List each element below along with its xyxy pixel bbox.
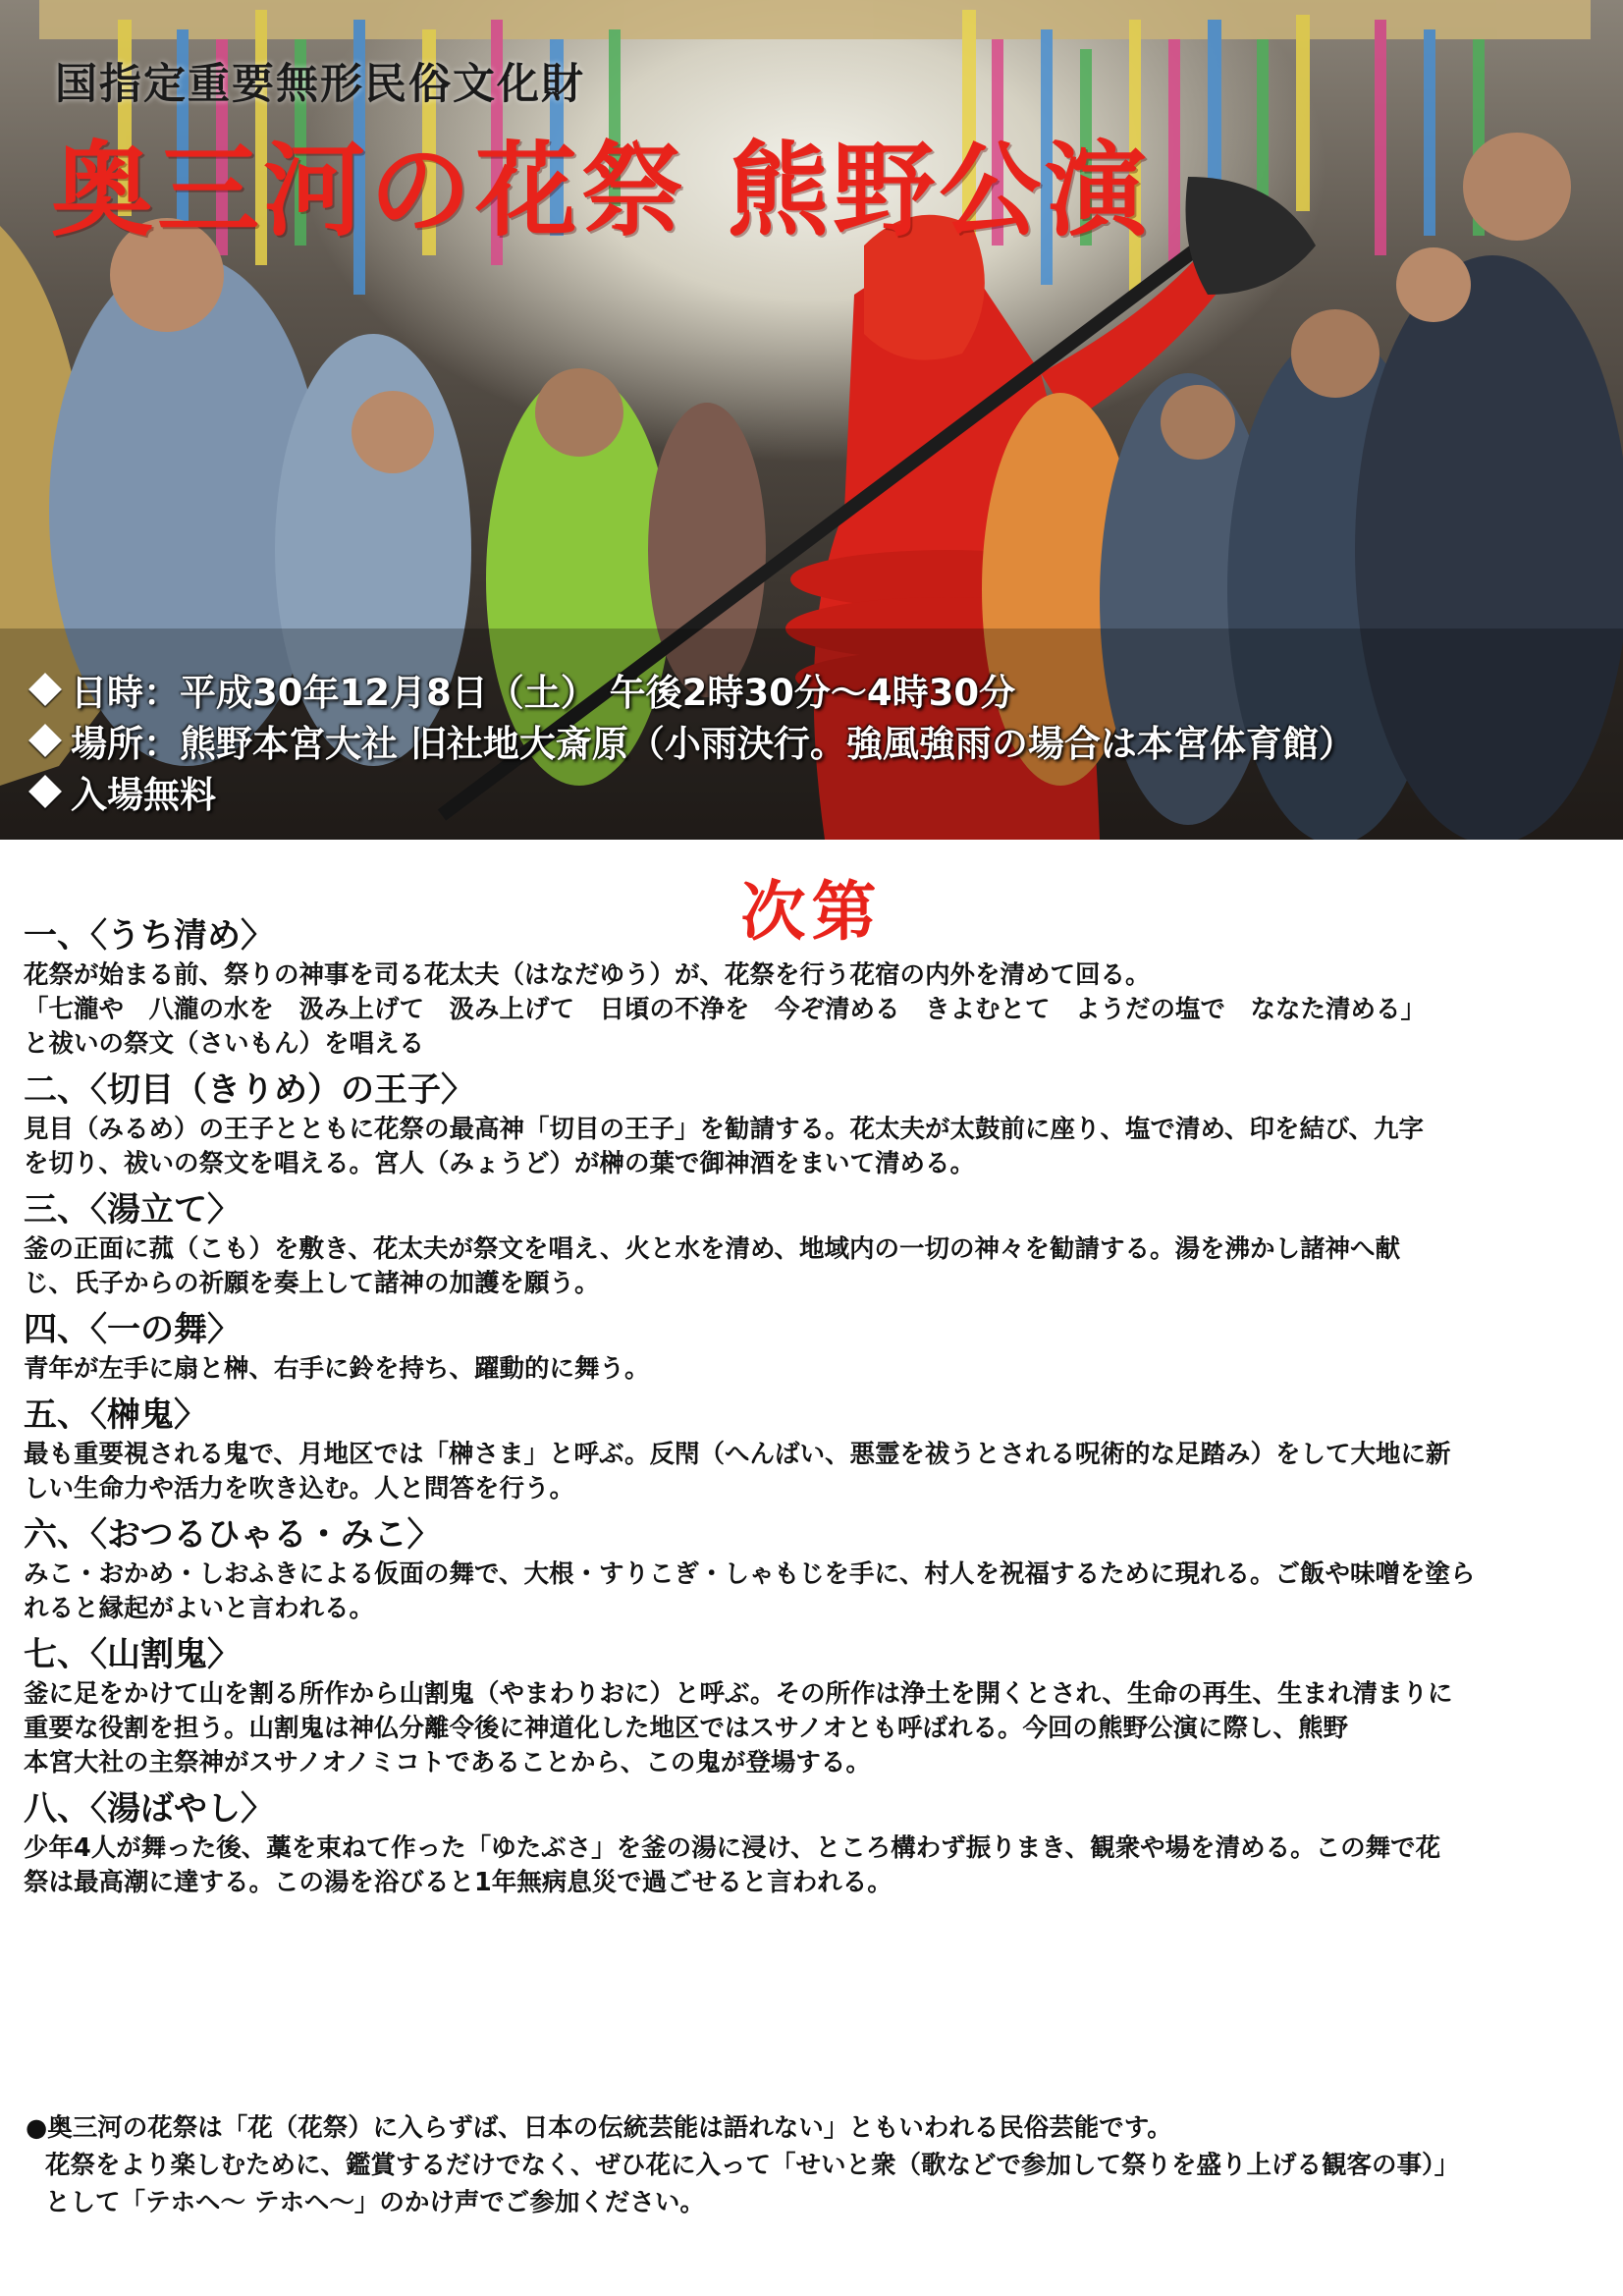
program-item-body bbox=[24, 958, 1599, 1062]
info-admission bbox=[26, 766, 1596, 817]
program-item-line: 祭は最高潮に達する。この湯を浴びると1年無病息災で過ごせると言われる。 bbox=[24, 1868, 893, 1897]
program-item-body bbox=[24, 1558, 1599, 1626]
program-item bbox=[24, 1393, 1599, 1506]
program-item-body bbox=[24, 1232, 1599, 1301]
program-item-heading: 五、〈榊鬼〉 bbox=[24, 1395, 207, 1435]
program-item-line: 重要な役割を担う。山割鬼は神仏分離令後に神道化した地区ではスサノオとも呼ばれる。今回の熊野公演に際し、熊野 bbox=[24, 1714, 1348, 1743]
program-item-body bbox=[24, 1831, 1599, 1900]
program-item-line: じ、氏子からの祈願を奏上して諸神の加護を願う。 bbox=[24, 1269, 600, 1298]
program-item bbox=[24, 1067, 1599, 1181]
program-item bbox=[24, 1307, 1599, 1387]
program-item-line: 青年が左手に扇と榊、右手に鈴を持ち、躍動的に舞う。 bbox=[24, 1354, 650, 1384]
program-title: 次第 bbox=[740, 873, 883, 950]
program-item-heading: 一、〈うち清め〉 bbox=[24, 916, 274, 956]
program-item-line: 釜に足をかけて山を割る所作から山割鬼（やまわりおに）と呼ぶ。その所作は浄土を開くとされ、生命の再生、生まれ清まりに bbox=[24, 1679, 1453, 1709]
program-item-line: みこ・おかめ・しおふきによる仮面の舞で、大根・すりこぎ・しゃもじを手に、村人を祝福するために現れる。ご飯や味噌を塗ら bbox=[24, 1559, 1476, 1589]
note-line: として「テホヘ～ テホヘ～」のかけ声でご参加ください。 bbox=[45, 2188, 705, 2217]
program-item-body bbox=[24, 1113, 1599, 1181]
program-item-line: を切り、祓いの祭文を唱える。宮人（みょうど）が榊の葉で御神酒をまいて清める。 bbox=[24, 1149, 976, 1178]
event-title: 奥三河の花祭 熊野公演 bbox=[51, 130, 1152, 250]
event-info bbox=[26, 664, 1596, 817]
diamond-icon bbox=[28, 724, 62, 757]
hero-banner bbox=[0, 0, 1623, 840]
program-item-line: と祓いの祭文（さいもん）を唱える bbox=[24, 1029, 425, 1059]
program-item-heading: 三、〈湯立て〉 bbox=[24, 1190, 241, 1230]
program-item-line: 見目（みるめ）の王子とともに花祭の最高神「切目の王子」を勧請する。花太夫が太鼓前に座り、塩で清め、印を結び、九字 bbox=[24, 1115, 1424, 1144]
info-venue bbox=[26, 715, 1596, 766]
program-item bbox=[24, 913, 1599, 1062]
program-item-line: 「七瀧や 八瀧の水を 汲み上げて 汲み上げて 日頃の不浄を 今ぞ清める きよむとて ようだの塩で ななた清める」 bbox=[24, 995, 1427, 1024]
info-datetime bbox=[26, 664, 1596, 715]
program-item bbox=[24, 1786, 1599, 1900]
program-item-line: れると縁起がよいと言われる。 bbox=[24, 1594, 375, 1623]
program-item-heading: 七、〈山割鬼〉 bbox=[24, 1635, 241, 1674]
designation-subtitle: 国指定重要無形民俗文化財 bbox=[55, 60, 585, 109]
program-item-line: 釜の正面に菰（こも）を敷き、花太夫が祭文を唱え、火と水を清め、地域内の一切の神々を勧請する。湯を沸かし諸神へ献 bbox=[24, 1234, 1400, 1264]
diamond-icon bbox=[28, 775, 62, 808]
note-line: 花祭をより楽しむために、鑑賞するだけでなく、ぜひ花に入って「せいと衆（歌などで参加して祭りを盛り上げる観客の事）」 bbox=[45, 2151, 1460, 2180]
program-item-heading: 八、〈湯ばやし〉 bbox=[24, 1789, 274, 1829]
program-item-line: しい生命力や活力を吹き込む。人と問答を行う。 bbox=[24, 1474, 575, 1503]
closing-note bbox=[26, 2109, 1596, 2221]
program-item bbox=[24, 1187, 1599, 1301]
program-item-line: 少年4人が舞った後、藁を束ねて作った「ゆたぶさ」を釜の湯に浸け、ところ構わず振りまき、観衆や場を清める。この舞で花 bbox=[24, 1833, 1441, 1863]
program-item-body bbox=[24, 1677, 1599, 1780]
program-item bbox=[24, 1512, 1599, 1626]
program-item-body bbox=[24, 1438, 1599, 1506]
program-item bbox=[24, 1632, 1599, 1780]
info-venue-text: 場所：熊野本宮大社 旧社地大斎原（小雨決行。強風強雨の場合は本宮体育館） bbox=[71, 723, 1355, 765]
program-item-line: 本宮大社の主祭神がスサノオノミコトであることから、この鬼が登場する。 bbox=[24, 1748, 871, 1777]
program-item-heading: 四、〈一の舞〉 bbox=[24, 1310, 241, 1349]
info-datetime-text: 日時：平成30年12月8日（土） 午後2時30分～4時30分 bbox=[71, 672, 1016, 714]
program-item-line: 花祭が始まる前、祭りの神事を司る花太夫（はなだゆう）が、花祭を行う花宿の内外を清めて回る。 bbox=[24, 960, 1151, 990]
program-list bbox=[24, 913, 1599, 1906]
program-item-heading: 六、〈おつるひゃる・みこ〉 bbox=[24, 1515, 441, 1555]
diamond-icon bbox=[28, 673, 62, 706]
program-item-heading: 二、〈切目（きりめ）の王子〉 bbox=[24, 1070, 474, 1110]
program-item-body bbox=[24, 1352, 1599, 1387]
program-item-line: 最も重要視される鬼で、月地区では「榊さま」と呼ぶ。反閇（へんばい、悪霊を祓うとされる呪術的な足踏み）をして大地に新 bbox=[24, 1440, 1451, 1469]
info-admission-text: 入場無料 bbox=[71, 774, 216, 816]
note-line: ●奥三河の花祭は「花（花祭）に入らずば、日本の伝統芸能は語れない」ともいわれる民俗芸能です。 bbox=[26, 2113, 1172, 2143]
